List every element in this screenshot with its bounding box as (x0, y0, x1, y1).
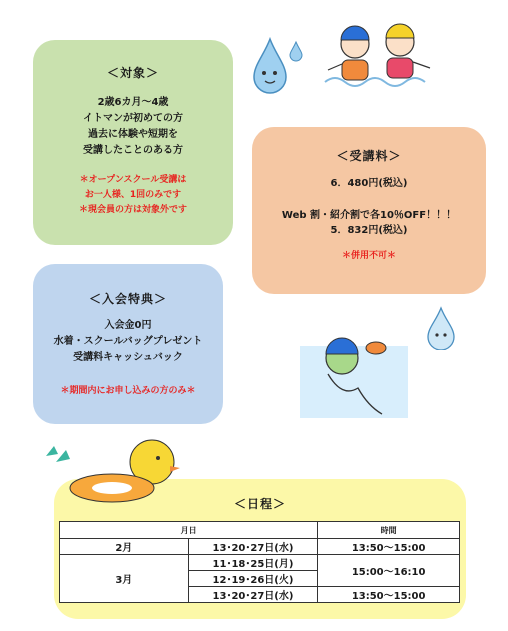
benefit-note: ＊期間内にお申し込みの方のみ＊ (60, 386, 196, 396)
target-card (33, 40, 233, 245)
swimming-kids-illustration (320, 12, 440, 97)
table-row (60, 555, 460, 571)
fee-title: ＜受講料＞ (336, 149, 402, 163)
table-row (60, 539, 460, 555)
dates-cell: 13･20･27日(水) (188, 587, 318, 603)
time-cell: 13:50～15:00 (318, 587, 460, 603)
target-note: お一人様、1回のみです (84, 190, 182, 200)
fee-note: ＊併用不可＊ (341, 251, 396, 261)
header-date: 月日 (60, 522, 318, 539)
fee-card (252, 127, 486, 294)
fee-discount-price: 5．832円(税込) (330, 225, 408, 236)
fee-discount: Web 割・紹介割で各10％OFF！！！ (281, 210, 457, 221)
benefit-line: 水着・スクールバッグプレゼント (53, 336, 203, 347)
water-drop-icon (288, 40, 304, 62)
benefit-card (33, 264, 223, 424)
benefit-title: ＜入会特典＞ (88, 292, 167, 306)
schedule-title: ＜日程＞ (233, 497, 286, 511)
dates-cell: 13･20･27日(水) (188, 539, 318, 555)
target-note: ＊オープンスクール受講は (79, 175, 187, 185)
water-drop-icon (250, 35, 290, 95)
target-note: ＊現会員の方は対象外です (78, 205, 187, 215)
target-line: イトマンが初めての方 (83, 113, 183, 124)
dates-cell: 12･19･26日(火) (188, 571, 318, 587)
time-cell: 15:00～16:10 (318, 555, 460, 587)
month-cell: 2月 (60, 539, 189, 555)
benefit-line: 入会金0円 (104, 320, 152, 331)
benefit-body (33, 318, 223, 366)
target-body (33, 95, 233, 159)
schedule-table (59, 521, 460, 603)
table-header-row (60, 522, 460, 539)
target-line: 過去に体験や短期を (88, 129, 178, 140)
target-line: 2歳6カ月～4歳 (97, 97, 169, 108)
target-line: 受講したことのある方 (83, 145, 183, 156)
water-drop-icon (425, 305, 457, 350)
month-cell: 3月 (60, 555, 189, 603)
chick-floating-illustration (42, 438, 182, 510)
benefit-line: 受講料キャッシュバック (73, 352, 183, 363)
dates-cell: 11･18･25日(月) (188, 555, 318, 571)
swimmer-illustration (298, 318, 410, 423)
target-title: ＜対象＞ (106, 66, 159, 80)
header-time: 時間 (318, 522, 460, 539)
time-cell: 13:50～15:00 (318, 539, 460, 555)
fee-price: 6．480円(税込) (330, 178, 408, 189)
